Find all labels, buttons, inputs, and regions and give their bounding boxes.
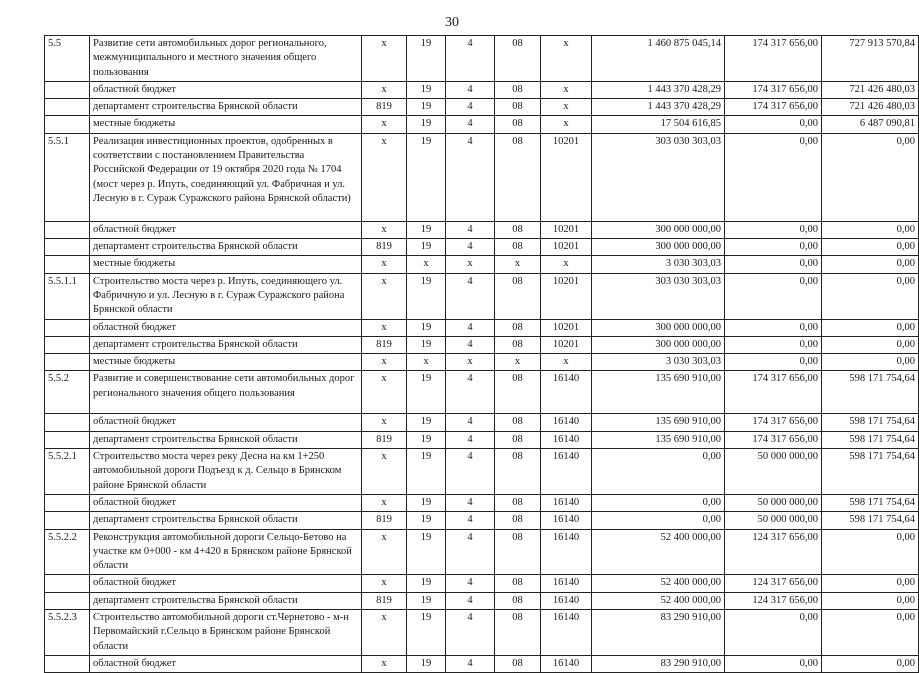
amount-year1-cell: 0,00 xyxy=(592,512,725,529)
amount-year3-cell: 0,00 xyxy=(822,133,919,221)
table-row xyxy=(45,256,919,273)
amount-year2-cell: 124 317 656,00 xyxy=(725,575,822,592)
expense-code-cell: 10201 xyxy=(541,133,592,221)
target-code-cell: 08 xyxy=(495,512,541,529)
row-name-cell: областной бюджет xyxy=(90,414,362,431)
target-code-cell: 08 xyxy=(495,494,541,511)
section-code-cell: 19 xyxy=(407,431,446,448)
admin-code-cell: 819 xyxy=(362,512,407,529)
subsection-code-cell: 4 xyxy=(446,116,495,133)
expense-code-cell: 10201 xyxy=(541,221,592,238)
subsection-code-cell: x xyxy=(446,256,495,273)
expense-code-cell: 10201 xyxy=(541,239,592,256)
amount-year1-cell: 0,00 xyxy=(592,449,725,495)
admin-code-cell: x xyxy=(362,116,407,133)
table-row xyxy=(45,354,919,371)
row-name-cell: областной бюджет xyxy=(90,655,362,672)
amount-year3-cell: 0,00 xyxy=(822,592,919,609)
admin-code-cell: x xyxy=(362,494,407,511)
table-row xyxy=(45,592,919,609)
row-name-cell: департамент строительства Брянской области xyxy=(90,592,362,609)
target-code-cell: 08 xyxy=(495,239,541,256)
amount-year1-cell: 300 000 000,00 xyxy=(592,336,725,353)
section-code-cell: 19 xyxy=(407,319,446,336)
admin-code-cell: x xyxy=(362,36,407,82)
table-row xyxy=(45,610,919,656)
subsection-code-cell: 4 xyxy=(446,319,495,336)
amount-year1-cell: 135 690 910,00 xyxy=(592,414,725,431)
admin-code-cell: x xyxy=(362,414,407,431)
table-row xyxy=(45,414,919,431)
amount-year3-cell: 6 487 090,81 xyxy=(822,116,919,133)
row-name-cell: Развитие и совершенствование сети автомобильных дорог регионального значения общего пользования xyxy=(90,371,362,414)
amount-year2-cell: 174 317 656,00 xyxy=(725,414,822,431)
table-row xyxy=(45,116,919,133)
row-name-cell: областной бюджет xyxy=(90,575,362,592)
row-code-cell: 5.5.2.1 xyxy=(45,449,90,495)
amount-year1-cell: 300 000 000,00 xyxy=(592,319,725,336)
table-row xyxy=(45,99,919,116)
section-code-cell: 19 xyxy=(407,239,446,256)
expense-code-cell: 16140 xyxy=(541,512,592,529)
expense-code-cell: 16140 xyxy=(541,655,592,672)
amount-year2-cell: 174 317 656,00 xyxy=(725,81,822,98)
admin-code-cell: 819 xyxy=(362,431,407,448)
admin-code-cell: x xyxy=(362,371,407,414)
target-code-cell: 08 xyxy=(495,575,541,592)
section-code-cell: 19 xyxy=(407,116,446,133)
section-code-cell: 19 xyxy=(407,414,446,431)
section-code-cell: 19 xyxy=(407,273,446,319)
target-code-cell: 08 xyxy=(495,273,541,319)
row-code-cell xyxy=(45,575,90,592)
row-code-cell xyxy=(45,494,90,511)
admin-code-cell: x xyxy=(362,575,407,592)
subsection-code-cell: 4 xyxy=(446,221,495,238)
subsection-code-cell: 4 xyxy=(446,371,495,414)
admin-code-cell: x xyxy=(362,610,407,656)
amount-year3-cell: 598 171 754,64 xyxy=(822,371,919,414)
subsection-code-cell: 4 xyxy=(446,512,495,529)
expense-code-cell: 10201 xyxy=(541,273,592,319)
row-name-cell: департамент строительства Брянской области xyxy=(90,431,362,448)
subsection-code-cell: 4 xyxy=(446,449,495,495)
row-name-cell: областной бюджет xyxy=(90,319,362,336)
row-code-cell xyxy=(45,414,90,431)
subsection-code-cell: 4 xyxy=(446,610,495,656)
target-code-cell: 08 xyxy=(495,371,541,414)
amount-year2-cell: 0,00 xyxy=(725,273,822,319)
expense-code-cell: 16140 xyxy=(541,371,592,414)
row-code-cell: 5.5.2.3 xyxy=(45,610,90,656)
section-code-cell: 19 xyxy=(407,371,446,414)
row-code-cell: 5.5.1 xyxy=(45,133,90,221)
amount-year3-cell: 0,00 xyxy=(822,319,919,336)
row-name-cell: областной бюджет xyxy=(90,221,362,238)
section-code-cell: 19 xyxy=(407,592,446,609)
budget-table xyxy=(44,35,919,673)
amount-year2-cell: 124 317 656,00 xyxy=(725,592,822,609)
subsection-code-cell: 4 xyxy=(446,655,495,672)
admin-code-cell: x xyxy=(362,133,407,221)
amount-year1-cell: 0,00 xyxy=(592,494,725,511)
amount-year2-cell: 0,00 xyxy=(725,239,822,256)
amount-year1-cell: 135 690 910,00 xyxy=(592,371,725,414)
subsection-code-cell: 4 xyxy=(446,239,495,256)
target-code-cell: 08 xyxy=(495,414,541,431)
section-code-cell: 19 xyxy=(407,512,446,529)
section-code-cell: 19 xyxy=(407,655,446,672)
amount-year2-cell: 0,00 xyxy=(725,116,822,133)
amount-year3-cell: 0,00 xyxy=(822,610,919,656)
amount-year2-cell: 0,00 xyxy=(725,319,822,336)
subsection-code-cell: 4 xyxy=(446,529,495,575)
amount-year3-cell: 598 171 754,64 xyxy=(822,431,919,448)
amount-year2-cell: 0,00 xyxy=(725,354,822,371)
subsection-code-cell: 4 xyxy=(446,575,495,592)
amount-year1-cell: 300 000 000,00 xyxy=(592,221,725,238)
admin-code-cell: x xyxy=(362,221,407,238)
table-row xyxy=(45,239,919,256)
row-name-cell: местные бюджеты xyxy=(90,354,362,371)
row-name-cell: Строительство моста через реку Десна на км 1+250 автомобильной дороги Подъезд к д. Сельцо в Брянском районе Брянской области xyxy=(90,449,362,495)
amount-year2-cell: 50 000 000,00 xyxy=(725,449,822,495)
table-row xyxy=(45,575,919,592)
subsection-code-cell: 4 xyxy=(446,133,495,221)
page-number: 30 xyxy=(445,15,459,30)
section-code-cell: 19 xyxy=(407,449,446,495)
expense-code-cell: 16140 xyxy=(541,431,592,448)
admin-code-cell: x xyxy=(362,319,407,336)
amount-year1-cell: 3 030 303,03 xyxy=(592,354,725,371)
target-code-cell: 08 xyxy=(495,449,541,495)
admin-code-cell: 819 xyxy=(362,592,407,609)
admin-code-cell: x xyxy=(362,81,407,98)
subsection-code-cell: 4 xyxy=(446,431,495,448)
table-row xyxy=(45,529,919,575)
subsection-code-cell: x xyxy=(446,354,495,371)
amount-year3-cell: 598 171 754,64 xyxy=(822,512,919,529)
target-code-cell: 08 xyxy=(495,336,541,353)
row-name-cell: областной бюджет xyxy=(90,81,362,98)
admin-code-cell: x xyxy=(362,273,407,319)
section-code-cell: 19 xyxy=(407,99,446,116)
row-code-cell xyxy=(45,431,90,448)
row-code-cell xyxy=(45,354,90,371)
admin-code-cell: 819 xyxy=(362,239,407,256)
amount-year3-cell: 0,00 xyxy=(822,655,919,672)
amount-year1-cell: 135 690 910,00 xyxy=(592,431,725,448)
table-row xyxy=(45,221,919,238)
target-code-cell: 08 xyxy=(495,36,541,82)
admin-code-cell: x xyxy=(362,449,407,495)
row-name-cell: департамент строительства Брянской области xyxy=(90,336,362,353)
row-name-cell: департамент строительства Брянской области xyxy=(90,239,362,256)
expense-code-cell: 16140 xyxy=(541,449,592,495)
amount-year2-cell: 174 317 656,00 xyxy=(725,431,822,448)
target-code-cell: 08 xyxy=(495,319,541,336)
row-name-cell: Строительство моста через р. Ипуть, соединяющего ул. Фабричную и ул. Лесную в г. Сураж Суражского района Брянской области xyxy=(90,273,362,319)
row-code-cell xyxy=(45,116,90,133)
section-code-cell: 19 xyxy=(407,575,446,592)
row-code-cell: 5.5.2.2 xyxy=(45,529,90,575)
row-code-cell xyxy=(45,256,90,273)
target-code-cell: 08 xyxy=(495,529,541,575)
subsection-code-cell: 4 xyxy=(446,336,495,353)
amount-year2-cell: 174 317 656,00 xyxy=(725,371,822,414)
amount-year1-cell: 3 030 303,03 xyxy=(592,256,725,273)
row-name-cell: местные бюджеты xyxy=(90,116,362,133)
section-code-cell: 19 xyxy=(407,36,446,82)
amount-year3-cell: 0,00 xyxy=(822,239,919,256)
row-code-cell xyxy=(45,336,90,353)
amount-year1-cell: 303 030 303,03 xyxy=(592,133,725,221)
expense-code-cell: 16140 xyxy=(541,575,592,592)
subsection-code-cell: 4 xyxy=(446,36,495,82)
section-code-cell: 19 xyxy=(407,610,446,656)
admin-code-cell: x xyxy=(362,655,407,672)
amount-year2-cell: 0,00 xyxy=(725,655,822,672)
row-code-cell: 5.5.1.1 xyxy=(45,273,90,319)
table-row xyxy=(45,319,919,336)
amount-year1-cell: 83 290 910,00 xyxy=(592,655,725,672)
row-name-cell: Развитие сети автомобильных дорог регионального, межмуниципального и местного значения общего пользования xyxy=(90,36,362,82)
amount-year3-cell: 598 171 754,64 xyxy=(822,449,919,495)
target-code-cell: 08 xyxy=(495,116,541,133)
subsection-code-cell: 4 xyxy=(446,99,495,116)
target-code-cell: 08 xyxy=(495,592,541,609)
table-row xyxy=(45,494,919,511)
subsection-code-cell: 4 xyxy=(446,81,495,98)
expense-code-cell: 16140 xyxy=(541,610,592,656)
amount-year2-cell: 124 317 656,00 xyxy=(725,529,822,575)
admin-code-cell: x xyxy=(362,354,407,371)
target-code-cell: x xyxy=(495,354,541,371)
amount-year2-cell: 50 000 000,00 xyxy=(725,512,822,529)
amount-year2-cell: 0,00 xyxy=(725,610,822,656)
admin-code-cell: x xyxy=(362,256,407,273)
amount-year2-cell: 50 000 000,00 xyxy=(725,494,822,511)
table-row xyxy=(45,36,919,82)
amount-year1-cell: 1 443 370 428,29 xyxy=(592,99,725,116)
subsection-code-cell: 4 xyxy=(446,592,495,609)
amount-year2-cell: 0,00 xyxy=(725,256,822,273)
expense-code-cell: 16140 xyxy=(541,592,592,609)
target-code-cell: 08 xyxy=(495,610,541,656)
expense-code-cell: 10201 xyxy=(541,319,592,336)
amount-year2-cell: 0,00 xyxy=(725,221,822,238)
row-name-cell: департамент строительства Брянской области xyxy=(90,99,362,116)
admin-code-cell: 819 xyxy=(362,99,407,116)
amount-year2-cell: 174 317 656,00 xyxy=(725,99,822,116)
amount-year3-cell: 0,00 xyxy=(822,529,919,575)
expense-code-cell: 16140 xyxy=(541,494,592,511)
section-code-cell: 19 xyxy=(407,221,446,238)
section-code-cell: x xyxy=(407,354,446,371)
amount-year3-cell: 0,00 xyxy=(822,273,919,319)
row-code-cell xyxy=(45,655,90,672)
expense-code-cell: 16140 xyxy=(541,529,592,575)
subsection-code-cell: 4 xyxy=(446,273,495,319)
table-row xyxy=(45,371,919,414)
table-row xyxy=(45,336,919,353)
amount-year3-cell: 721 426 480,03 xyxy=(822,99,919,116)
expense-code-cell: 10201 xyxy=(541,336,592,353)
expense-code-cell: x xyxy=(541,354,592,371)
admin-code-cell: 819 xyxy=(362,336,407,353)
amount-year3-cell: 0,00 xyxy=(822,336,919,353)
section-code-cell: 19 xyxy=(407,336,446,353)
expense-code-cell: x xyxy=(541,256,592,273)
amount-year1-cell: 52 400 000,00 xyxy=(592,592,725,609)
expense-code-cell: x xyxy=(541,36,592,82)
section-code-cell: x xyxy=(407,256,446,273)
table-body xyxy=(45,36,919,673)
table-row xyxy=(45,449,919,495)
amount-year3-cell: 727 913 570,84 xyxy=(822,36,919,82)
row-code-cell xyxy=(45,99,90,116)
row-name-cell: областной бюджет xyxy=(90,494,362,511)
amount-year1-cell: 17 504 616,85 xyxy=(592,116,725,133)
section-code-cell: 19 xyxy=(407,81,446,98)
subsection-code-cell: 4 xyxy=(446,414,495,431)
row-code-cell xyxy=(45,239,90,256)
amount-year1-cell: 52 400 000,00 xyxy=(592,529,725,575)
table-row xyxy=(45,133,919,221)
target-code-cell: 08 xyxy=(495,99,541,116)
amount-year3-cell: 0,00 xyxy=(822,221,919,238)
amount-year3-cell: 0,00 xyxy=(822,354,919,371)
row-code-cell xyxy=(45,512,90,529)
amount-year2-cell: 0,00 xyxy=(725,336,822,353)
amount-year3-cell: 0,00 xyxy=(822,256,919,273)
expense-code-cell: x xyxy=(541,99,592,116)
target-code-cell: 08 xyxy=(495,133,541,221)
table-row xyxy=(45,81,919,98)
row-name-cell: Реконструкция автомобильной дороги Сельцо-Бетово на участке км 0+000 - км 4+420 в Брянском районе Брянской области xyxy=(90,529,362,575)
amount-year3-cell: 598 171 754,64 xyxy=(822,494,919,511)
row-name-cell: Реализация инвестиционных проектов, одобренных в соответствии с постановлением Правительства Российской Федерации от 19 октября 2020 года № 1704 (мост через р. Ипуть, соединяющий ул. Фабричная и ул. Лесную в г. Сураж Суражского района Брянской области) xyxy=(90,133,362,221)
amount-year1-cell: 303 030 303,03 xyxy=(592,273,725,319)
row-code-cell xyxy=(45,592,90,609)
row-name-cell: местные бюджеты xyxy=(90,256,362,273)
expense-code-cell: x xyxy=(541,116,592,133)
row-code-cell: 5.5.2 xyxy=(45,371,90,414)
target-code-cell: x xyxy=(495,256,541,273)
target-code-cell: 08 xyxy=(495,221,541,238)
amount-year2-cell: 0,00 xyxy=(725,133,822,221)
section-code-cell: 19 xyxy=(407,133,446,221)
table-row xyxy=(45,655,919,672)
expense-code-cell: 16140 xyxy=(541,414,592,431)
amount-year1-cell: 300 000 000,00 xyxy=(592,239,725,256)
row-code-cell: 5.5 xyxy=(45,36,90,82)
amount-year1-cell: 52 400 000,00 xyxy=(592,575,725,592)
table-row xyxy=(45,431,919,448)
admin-code-cell: x xyxy=(362,529,407,575)
row-code-cell xyxy=(45,221,90,238)
amount-year1-cell: 83 290 910,00 xyxy=(592,610,725,656)
amount-year1-cell: 1 460 875 045,14 xyxy=(592,36,725,82)
amount-year2-cell: 174 317 656,00 xyxy=(725,36,822,82)
target-code-cell: 08 xyxy=(495,655,541,672)
target-code-cell: 08 xyxy=(495,81,541,98)
section-code-cell: 19 xyxy=(407,494,446,511)
amount-year1-cell: 1 443 370 428,29 xyxy=(592,81,725,98)
target-code-cell: 08 xyxy=(495,431,541,448)
amount-year3-cell: 0,00 xyxy=(822,575,919,592)
section-code-cell: 19 xyxy=(407,529,446,575)
table-row xyxy=(45,273,919,319)
subsection-code-cell: 4 xyxy=(446,494,495,511)
row-name-cell: Строительство автомобильной дороги ст.Чернетово - м-н Первомайский г.Сельцо в Брянском районе Брянской области xyxy=(90,610,362,656)
row-code-cell xyxy=(45,81,90,98)
amount-year3-cell: 598 171 754,64 xyxy=(822,414,919,431)
amount-year3-cell: 721 426 480,03 xyxy=(822,81,919,98)
expense-code-cell: x xyxy=(541,81,592,98)
row-code-cell xyxy=(45,319,90,336)
row-name-cell: департамент строительства Брянской области xyxy=(90,512,362,529)
table-row xyxy=(45,512,919,529)
